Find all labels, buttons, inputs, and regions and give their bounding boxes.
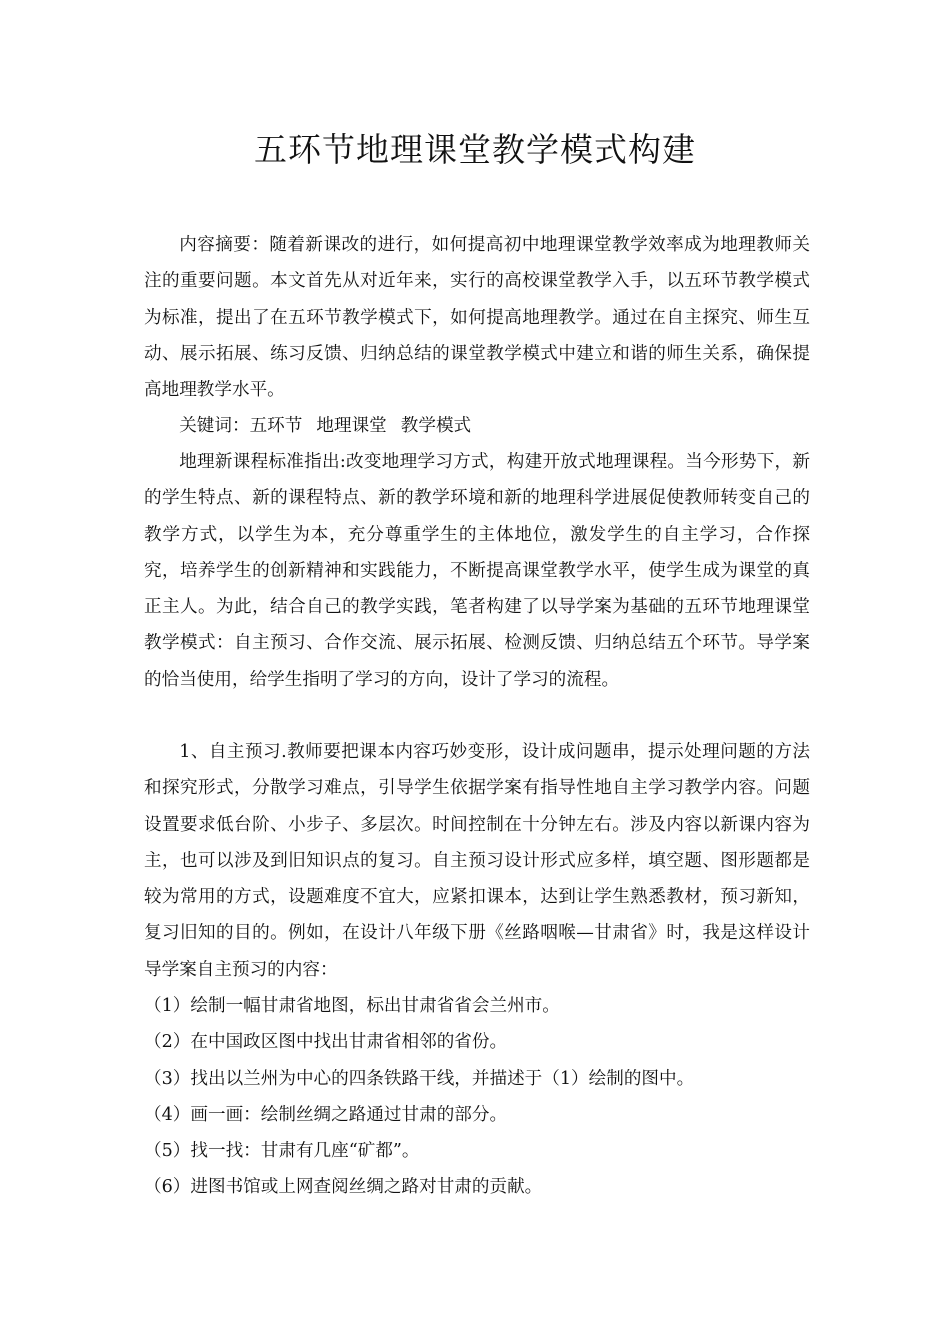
list-item: （4）画一画：绘制丝绸之路通过甘肃的部分。 — [144, 1104, 508, 1125]
list-item: （2）在中国政区图中找出甘肃省相邻的省份。 — [144, 1032, 508, 1053]
keyword-term: 五环节 — [249, 416, 303, 436]
abstract-block — [144, 227, 810, 408]
list-item: （1）绘制一幅甘肃省地图，标出甘肃省省会兰州市。 — [144, 996, 560, 1016]
keyword-term: 地理课堂 — [316, 416, 387, 436]
document-title: 五环节地理课堂教学模式构建 — [254, 130, 696, 169]
intro-paragraph: 地理新课程标准指出:改变地理学习方式，构建开放式地理课程。当今形势下，新的学生特点、新的课程特点、新的教学环境和新的地理科学进展促使教师转变自己的教学方式，以学生为本，充分尊重学生的主体地位，激发学生的自主学习，合作探究，培养学生的创新精神和实践能力，不断提高课堂教学水平，使学生成为课堂的真正主人。为此，结合自己的教学实践，笔者构建了以导学案为基础的五环节地理课堂教学模式：自主预习、合作交流、展示拓展、检测反馈、归纳总结五个环节。导学案的恰当使用，给学生指明了学习的方向，设计了学习的流程。 — [144, 452, 810, 690]
section-1-paragraph: 1、自主预习.教师要把课本内容巧妙变形，设计成问题串，提示处理问题的方法和探究形式，分散学习难点，引导学生依据学案有指导性地自主学习教学内容。问题设置要求低台阶、小步子、多层次。时间控制在十分钟左右。涉及内容以新课内容为主，也可以涉及到旧知识点的复习。自主预习设计形式应多样，填空题、图形题都是较为常用的方式，设题难度不宜大，应紧扣课本，达到让学生熟悉教材，预习新知，复习旧知的目的。例如，在设计八年级下册《丝路咽喉—甘肃省》时，我是这样设计导学案自主预习的内容： — [144, 742, 810, 980]
abstract-paragraph: 内容摘要：随着新课改的进行，如何提高初中地理课堂教学效率成为地理教师关注的重要问题。本文首先从对近年来，实行的高校课堂教学入手，以五环节教学模式为标准，提出了在五环节教学模式下，如何提高地理教学。通过在自主探究、师生互动、展示拓展、练习反馈、归纳总结的课堂教学模式中建立和谐的师生关系，确保提高地理教学水平。 — [144, 235, 810, 401]
keywords-label: 关键词： — [179, 416, 250, 436]
list-item: （5）找一找：甘肃有几座“矿都”。 — [144, 1141, 420, 1162]
intro-block — [144, 444, 810, 698]
list-item: （6）进图书馆或上网查阅丝绸之路对甘肃的贡献。 — [144, 1177, 543, 1198]
preview-task-list — [144, 988, 810, 1206]
keywords-line — [144, 408, 810, 444]
section-1-block — [144, 734, 810, 988]
keyword-term: 教学模式 — [400, 416, 472, 436]
keywords-block — [144, 408, 810, 444]
list-item: （3）找出以兰州为中心的四条铁路干线，并描述于（1）绘制的图中。 — [144, 1068, 695, 1089]
